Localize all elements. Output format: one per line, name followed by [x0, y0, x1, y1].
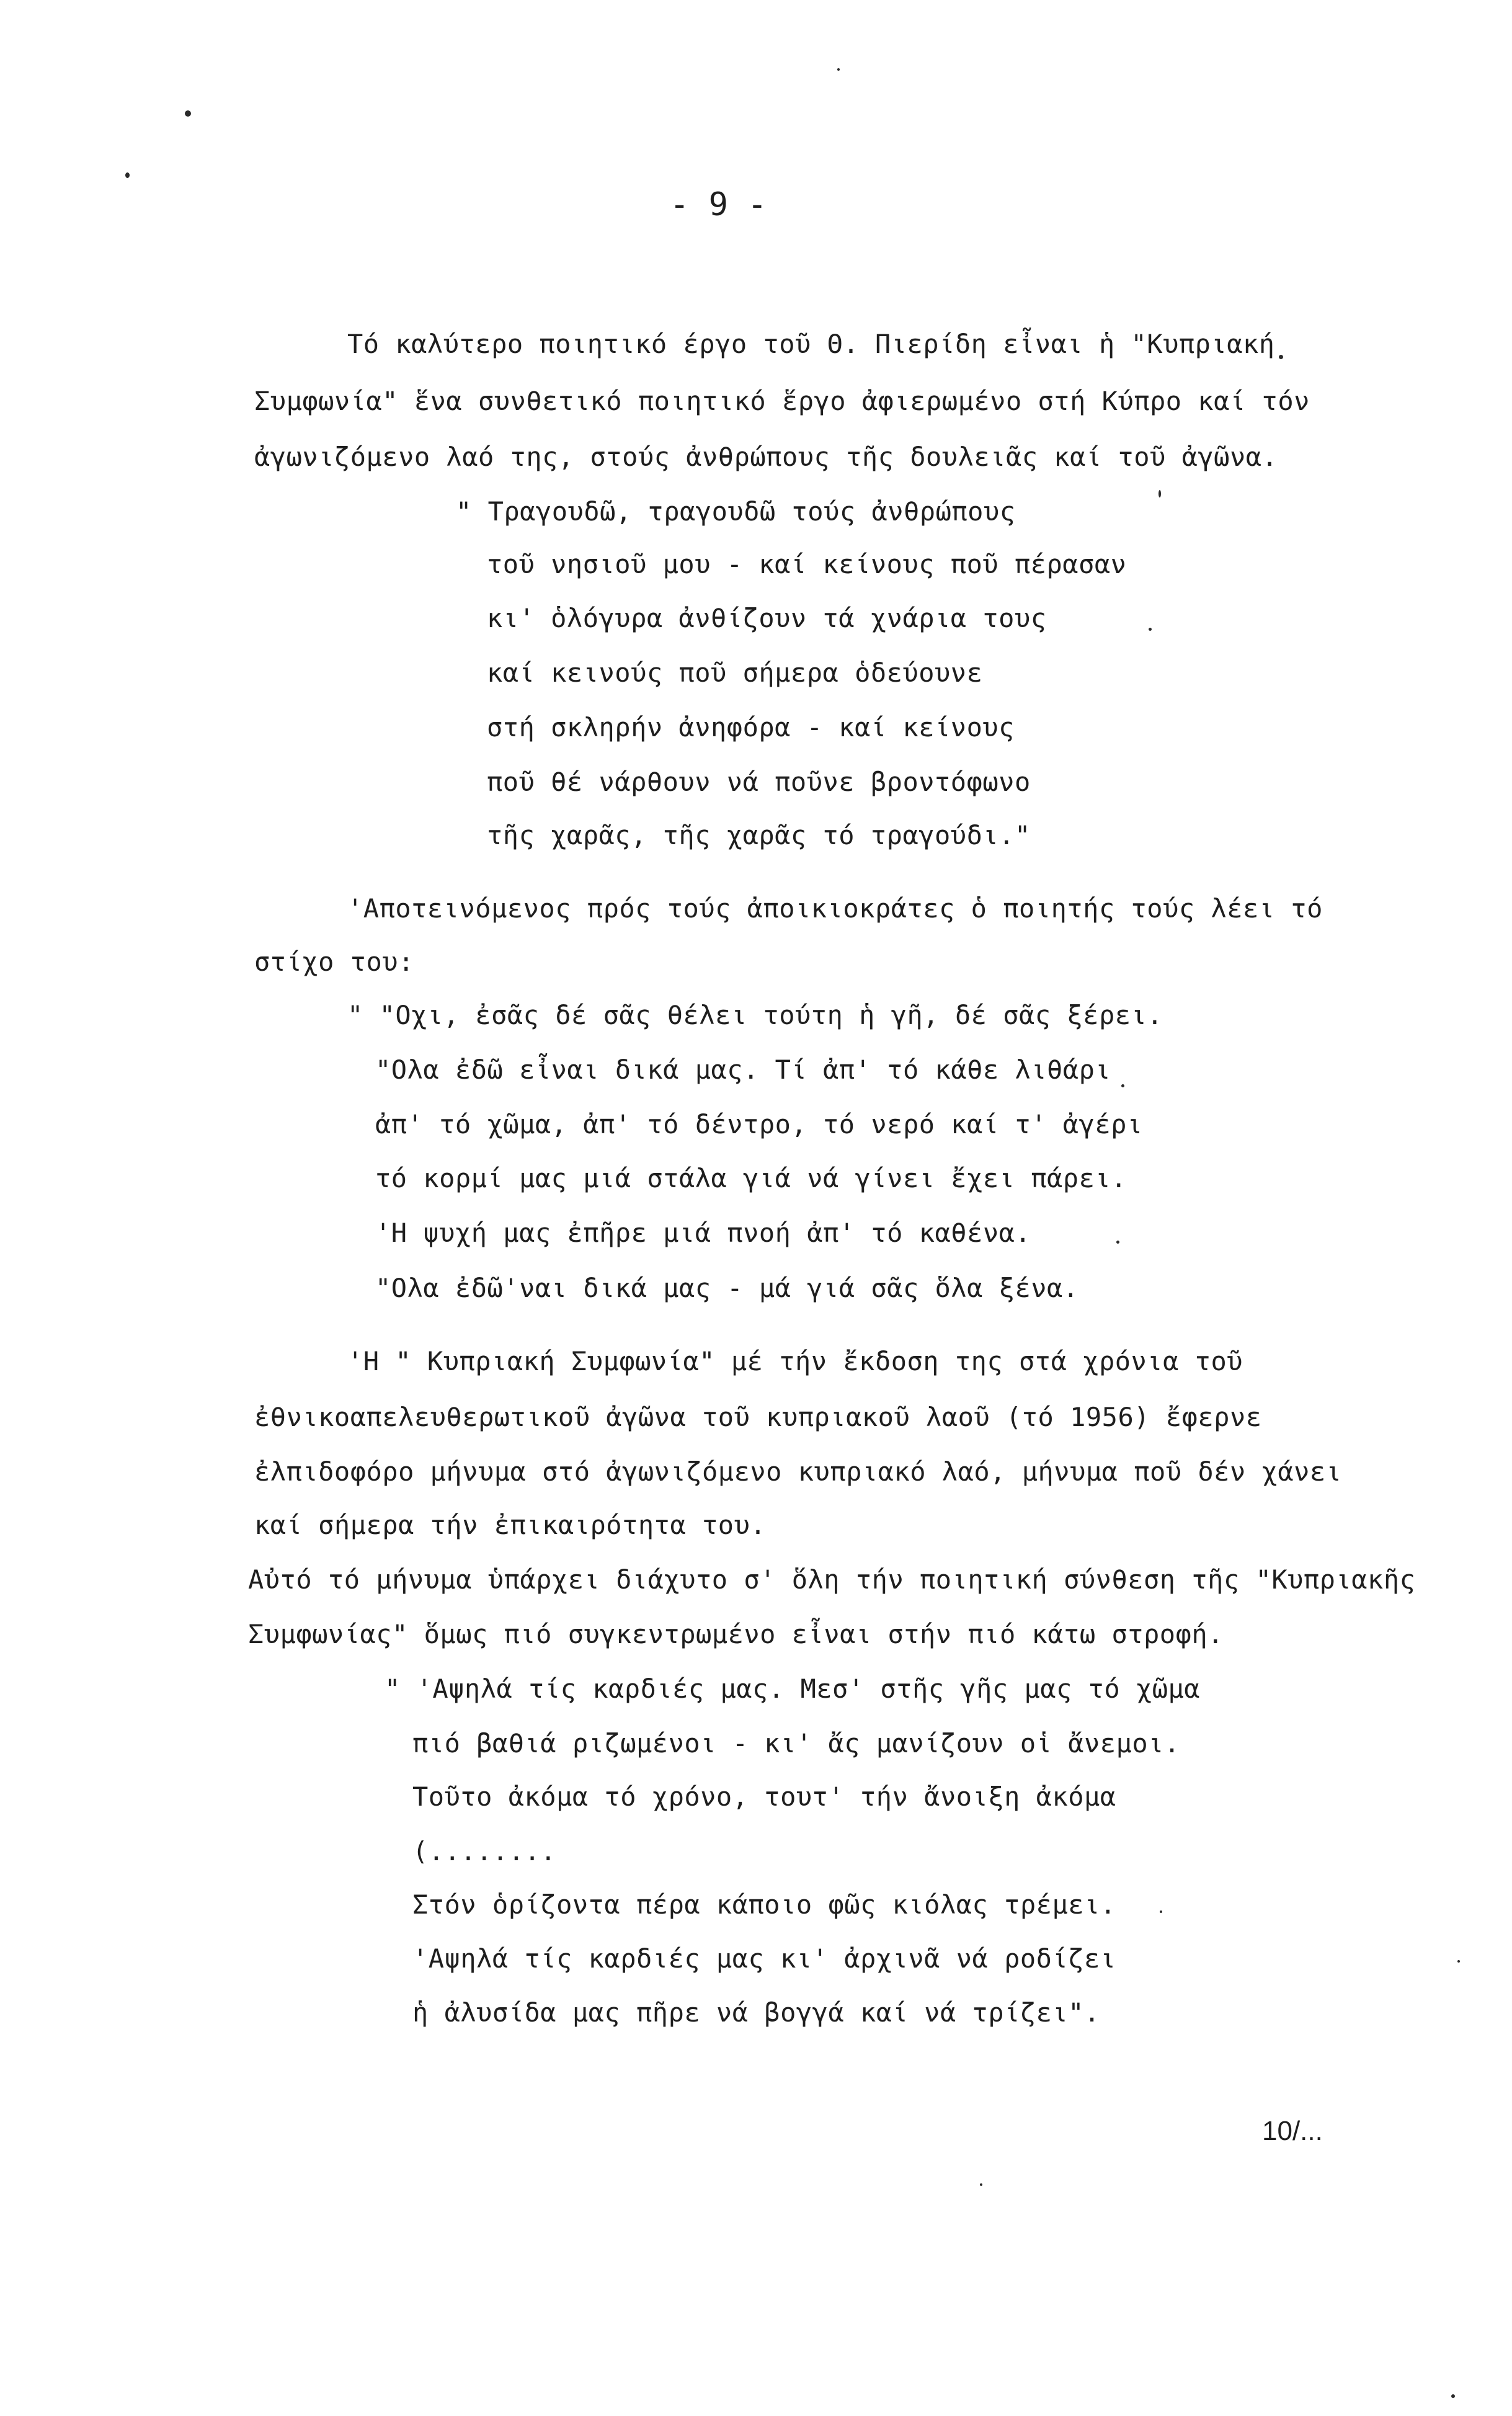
scan-speck — [185, 110, 191, 117]
poem-line: 'Η ψυχή μας ἐπῆρε μιά πνοή ἀπ' τό καθένα. — [375, 1218, 1031, 1248]
poem-line: " 'Αψηλά τίς καρδιές μας. Μεσ' στῆς γῆς μας τό χῶμα — [385, 1674, 1201, 1704]
text-line: ἀγωνιζόμενο λαό της, στούς ἀνθρώπους τῆς δουλειᾶς καί τοῦ ἀγῶνα. — [254, 442, 1278, 472]
poem-line: ἡ ἀλυσίδα μας πῆρε νά βογγά καί νά τρίζει". — [412, 1997, 1100, 2028]
poem-line: "Ολα ἐδῶ'ναι δικά μας - μά γιά σᾶς ὅλα ξένα. — [375, 1273, 1079, 1303]
scan-speck — [1160, 1910, 1162, 1913]
text-line: ἐλπιδοφόρο μήνυμα στό ἀγωνιζόμενο κυπριακό λαό, μήνυμα ποῦ δέν χάνει — [254, 1456, 1342, 1487]
text-line: Συμφωνία" ἕνα συνθετικό ποιητικό ἕργο ἀφιερωμένο στή Κύπρο καί τόν — [254, 386, 1310, 416]
text-line: ἐθνικοαπελευθερωτικοῦ ἀγῶνα τοῦ κυπριακοῦ λαοῦ (τό 1956) ἔφερνε — [254, 1402, 1262, 1432]
text-line: 'Αποτεινόμενος πρός τούς ἀποικιοκράτες ὁ ποιητής τούς λέει τό — [347, 893, 1323, 924]
scan-speck — [1279, 355, 1283, 359]
poem-line: Στόν ὁρίζοντα πέρα κάποιο φῶς κιόλας τρέμει. — [412, 1889, 1116, 1920]
scan-speck — [1116, 1241, 1119, 1244]
scan-speck — [1121, 1084, 1124, 1087]
scan-speck — [1457, 1960, 1460, 1963]
poem-line: πιό βαθιά ριζωμένοι - κι' ἄς μανίζουν οἱ ἄνεμοι. — [412, 1728, 1180, 1759]
poem-line: τό κορμί μας μιά στάλα γιά νά γίνει ἔχει πάρει. — [375, 1163, 1127, 1193]
text-line: 'Η " Κυπριακή Συμφωνία" μέ τήν ἔκδοση της στά χρόνια τοῦ — [347, 1346, 1243, 1376]
text-line: στίχο του: — [254, 947, 414, 977]
poem-line: στή σκληρήν ἀνηφόρα - καί κείνους — [487, 712, 1015, 742]
text-line: καί σήμερα τήν ἐπικαιρότητα του. — [254, 1510, 767, 1540]
poem-line: Τοῦτο ἀκόμα τό χρόνο, τουτ' τήν ἄνοιξη ἀκόμα — [412, 1781, 1116, 1812]
scan-speck — [125, 172, 130, 178]
scan-speck — [1149, 628, 1152, 631]
text-line: Συμφωνίας" ὅμως πιό συγκεντρωμένο εἶναι στήν πιό κάτω στροφή. — [248, 1619, 1224, 1649]
poem-line: " Τραγουδῶ, τραγουδῶ τούς ἀνθρώπους — [456, 496, 1016, 527]
poem-line: "Ολα ἐδῶ εἶναι δικά μας. Τί ἀπ' τό κάθε λιθάρι — [375, 1054, 1111, 1085]
text-line: Τό καλύτερο ποιητικό έργο τοῦ Θ. Πιερίδη εἶναι ἡ "Κυπριακή — [347, 329, 1275, 359]
continuation-marker: 10/... — [1262, 2116, 1323, 2146]
poem-line: 'Αψηλά τίς καρδιές μας κι' ἀρχινᾶ νά ροδίζει — [412, 1943, 1116, 1974]
poem-line: τοῦ νησιοῦ μου - καί κείνους ποῦ πέρασαν — [487, 549, 1127, 579]
text-line: Αὐτό τό μήνυμα ὑπάρχει διάχυτο σ' ὅλη τήν ποιητική σύνθεση τῆς "Κυπριακῆς — [248, 1564, 1416, 1595]
poem-line: " "Οχι, ἐσᾶς δέ σᾶς θέλει τούτη ἡ γῆ, δέ σᾶς ξέρει. — [347, 1000, 1163, 1030]
poem-line: καί κεινούς ποῦ σήμερα ὁδεύουνε — [487, 657, 983, 688]
poem-line: ἀπ' τό χῶμα, ἀπ' τό δέντρο, τό νερό καί τ' ἀγέρι — [375, 1109, 1143, 1139]
poem-line: τῆς χαρᾶς, τῆς χαρᾶς τό τραγούδι." — [487, 820, 1031, 850]
scan-speck — [1158, 490, 1161, 497]
poem-line: (........ — [412, 1836, 557, 1866]
scan-speck — [1451, 2394, 1455, 2398]
scan-speck — [837, 68, 840, 71]
poem-line: ποῦ θέ νάρθουν νά ποῦνε βροντόφωνο — [487, 767, 1031, 797]
poem-line: κι' ὁλόγυρα ἀνθίζουν τά χνάρια τους — [487, 603, 1047, 633]
page-number: - 9 - — [670, 186, 767, 223]
scan-speck — [980, 2183, 982, 2186]
